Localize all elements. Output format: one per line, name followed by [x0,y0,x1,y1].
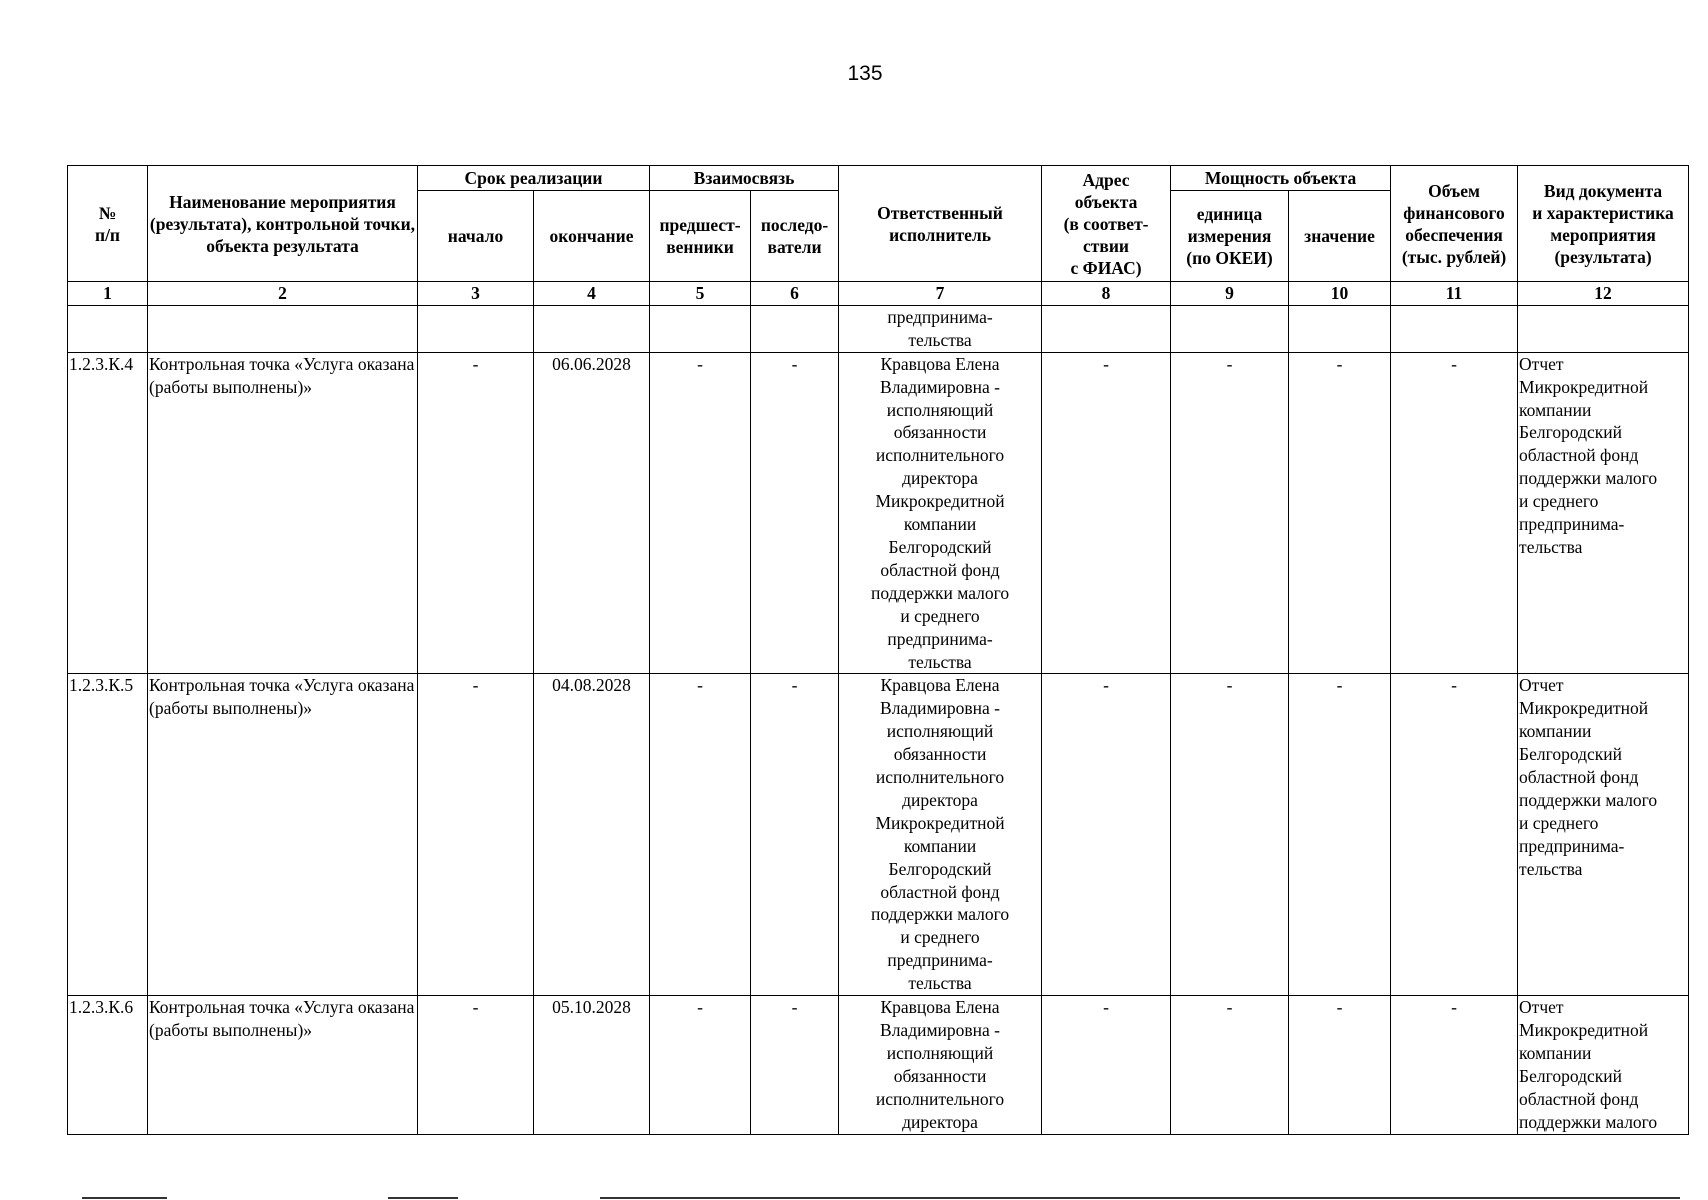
column-number: 3 [418,282,534,306]
empty-cell [1171,305,1289,352]
continuation-row [68,305,1689,352]
footer-rule [388,1197,458,1199]
row-address: - [1042,996,1171,1134]
row-value: - [1289,352,1391,674]
header-start: начало [418,191,534,282]
empty-cell [650,305,751,352]
column-number: 12 [1518,282,1689,306]
row-predecessors: - [650,996,751,1134]
column-number: 4 [534,282,650,306]
column-number: 5 [650,282,751,306]
row-doc-type: Отчет Микрокредитной компании Белгородский областной фонд поддержки малого и среднего предпринима- тельства [1518,674,1689,996]
header-link-group: Взаимосвязь [650,166,839,191]
empty-cell [148,305,418,352]
row-end: 04.08.2028 [534,674,650,996]
empty-cell [1391,305,1518,352]
table-row [68,674,1689,996]
header-doc-type: Вид документа и характеристика мероприятия (результата) [1518,166,1689,282]
row-executor: Кравцова Елена Владимировна - исполняющий обязанности исполнительного директора [839,996,1042,1134]
header-executor: Ответственный исполнитель [839,166,1042,282]
header-address: Адрес объекта (в соответ- ствии с ФИАС) [1042,166,1171,282]
row-doc-type: Отчет Микрокредитной компании Белгородский областной фонд поддержки малого и среднего предпринима- тельства [1518,352,1689,674]
empty-cell [418,305,534,352]
row-name: Контрольная точка «Услуга оказана (работы выполнены)» [148,352,418,674]
row-unit: - [1171,352,1289,674]
header-row-top [68,166,1689,191]
row-address: - [1042,674,1171,996]
header-unit: единица измерения (по ОКЕИ) [1171,191,1289,282]
row-name: Контрольная точка «Услуга оказана (работы выполнены)» [148,674,418,996]
column-number: 11 [1391,282,1518,306]
row-value: - [1289,674,1391,996]
header-period-group: Срок реализации [418,166,650,191]
row-executor: Кравцова Елена Владимировна - исполняющий обязанности исполнительного директора Микрокредитной компании Белгородский областной фонд поддержки малого и среднего предпринима- тельства [839,674,1042,996]
row-start: - [418,674,534,996]
row-unit: - [1171,674,1289,996]
activities-table [67,165,1689,1135]
empty-cell [751,305,839,352]
empty-cell [68,305,148,352]
empty-cell [1042,305,1171,352]
empty-cell [534,305,650,352]
column-number: 2 [148,282,418,306]
row-unit: - [1171,996,1289,1134]
row-executor: Кравцова Елена Владимировна - исполняющий обязанности исполнительного директора Микрокредитной компании Белгородский областной фонд поддержки малого и среднего предпринима- тельства [839,352,1042,674]
row-successors: - [751,674,839,996]
continuation-executor: предпринима- тельства [839,305,1042,352]
column-number: 10 [1289,282,1391,306]
footer-rule [600,1197,1680,1199]
page-number: 135 [847,62,883,85]
header-predecessors: предшест- венники [650,191,751,282]
row-start: - [418,996,534,1134]
row-end: 05.10.2028 [534,996,650,1134]
row-finance: - [1391,352,1518,674]
row-finance: - [1391,674,1518,996]
row-finance: - [1391,996,1518,1134]
column-number: 9 [1171,282,1289,306]
row-successors: - [751,996,839,1134]
column-number: 8 [1042,282,1171,306]
row-start: - [418,352,534,674]
empty-cell [1289,305,1391,352]
row-number: 1.2.3.К.4 [68,352,148,674]
header-finance: Объем финансового обеспечения (тыс. рублей) [1391,166,1518,282]
empty-cell [1518,305,1689,352]
header-num: № п/п [68,166,148,282]
row-name: Контрольная точка «Услуга оказана (работы выполнены)» [148,996,418,1134]
column-number: 1 [68,282,148,306]
table-row [68,996,1689,1134]
row-value: - [1289,996,1391,1134]
column-number-row [68,282,1689,306]
row-predecessors: - [650,674,751,996]
header-capacity-group: Мощность объекта [1171,166,1391,191]
row-number: 1.2.3.К.5 [68,674,148,996]
row-doc-type: Отчет Микрокредитной компании Белгородский областной фонд поддержки малого [1518,996,1689,1134]
row-predecessors: - [650,352,751,674]
column-number: 6 [751,282,839,306]
row-end: 06.06.2028 [534,352,650,674]
column-number: 7 [839,282,1042,306]
row-successors: - [751,352,839,674]
header-successors: последо- ватели [751,191,839,282]
row-address: - [1042,352,1171,674]
table-row [68,352,1689,674]
row-number: 1.2.3.К.6 [68,996,148,1134]
header-name: Наименование мероприятия (результата), контрольной точки, объекта результата [148,166,418,282]
header-value: значение [1289,191,1391,282]
footer-rule [82,1197,167,1199]
header-end: окончание [534,191,650,282]
